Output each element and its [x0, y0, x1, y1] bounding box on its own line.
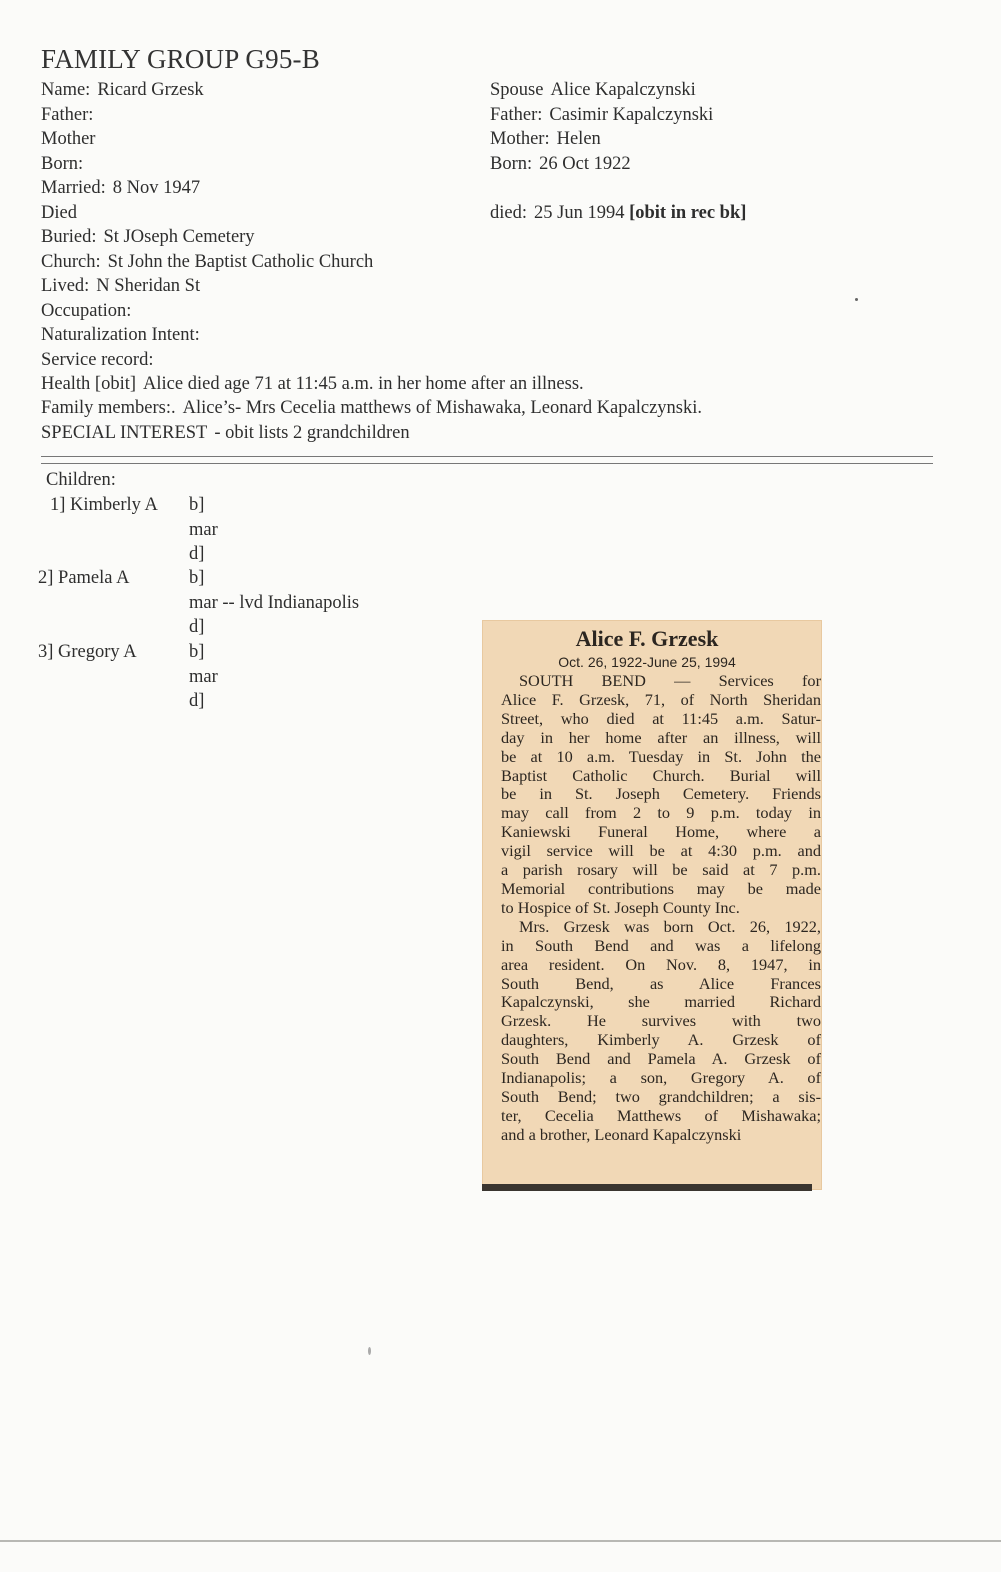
obituary-dates: Oct. 26, 1922-June 25, 1994 [558, 654, 736, 670]
spouse-label: Spouse [490, 80, 544, 100]
field-line [41, 154, 90, 175]
spouse-mother-value: Helen [556, 129, 601, 149]
child-mar: mar [189, 666, 218, 687]
field-value: Alice died age 71 at 11:45 a.m. in her home after an illness. [143, 374, 584, 394]
spouse-died-label: died: [490, 203, 527, 223]
field-value: Alice’s- Mrs Cecelia matthews of Mishawaka, Leonard Kapalczynski. [182, 398, 702, 418]
spouse-mother-line [490, 129, 601, 150]
field-label: Naturalization Intent: [41, 325, 200, 345]
spouse-born-label: Born: [490, 154, 533, 174]
child-mar: mar -- lvd Indianapolis [189, 592, 360, 613]
obituary-line: Kaniewski Funeral Home, where a [501, 822, 821, 842]
field-value: St JOseph Cemetery [103, 227, 255, 247]
obituary-clipping [482, 620, 822, 1190]
field-label: Occupation: [41, 301, 132, 321]
field-line [41, 129, 102, 150]
obituary-line: Grzesk. He survives with two [501, 1011, 821, 1031]
field-value: - obit lists 2 grandchildren [214, 423, 410, 443]
field-label: Family members:. [41, 398, 176, 418]
child-b: b] [189, 495, 205, 515]
spouse-died-value: 25 Jun 1994 [534, 203, 625, 223]
obituary-line: be in St. Joseph Cemetery. Friends [501, 784, 821, 804]
field-line [41, 398, 702, 419]
field-line [41, 203, 84, 224]
child-b: b] [189, 642, 205, 662]
obituary-line: South Bend and Pamela A. Grzesk of [501, 1049, 821, 1069]
field-value: Ricard Grzesk [97, 80, 204, 100]
obituary-line: Baptist Catholic Church. Burial will [501, 765, 821, 785]
field-line [41, 423, 410, 444]
spouse-father-value: Casimir Kapalczynski [549, 105, 714, 125]
field-label: Service record: [41, 350, 154, 370]
child-name: 1] Kimberly A [50, 495, 158, 515]
obituary-line: area resident. On Nov. 8, 1947, in [501, 954, 821, 974]
field-label: Buried: [41, 227, 97, 247]
children-heading: Children: [46, 470, 116, 490]
obituary-line: South Bend, as Alice Frances [501, 973, 821, 993]
obituary-line: ter, Cecelia Matthews of Mishawaka; [501, 1105, 821, 1125]
field-label: Married: [41, 178, 106, 198]
obituary-text [501, 672, 821, 1145]
obituary-line: SOUTH BEND — Services for [519, 671, 821, 690]
field-label: SPECIAL INTEREST [41, 423, 208, 443]
spouse-father-line [490, 105, 713, 126]
child-b: b] [189, 568, 205, 588]
field-line [41, 374, 584, 395]
field-line [41, 227, 255, 248]
spouse-line [490, 80, 696, 101]
obituary-line: may call from 2 to 9 p.m. today in [501, 803, 821, 823]
obituary-line: Indianapolis; a son, Gregory A. of [501, 1068, 821, 1088]
child-d: d] [189, 691, 205, 711]
spouse-mother-label: Mother: [490, 129, 550, 149]
child-d: d] [189, 617, 205, 637]
field-label: Father: [41, 105, 94, 125]
obituary-line: in South Bend and was a lifelong [501, 935, 821, 955]
field-label: Name: [41, 80, 91, 100]
child-name: 2] Pamela A [38, 568, 130, 588]
obituary-line: Street, who died at 11:45 a.m. Satur- [501, 708, 821, 728]
child-mar: mar [189, 519, 218, 540]
child-name: 3] Gregory A [38, 642, 137, 662]
field-line [41, 276, 200, 297]
field-label: Died [41, 203, 77, 223]
obituary-line: to Hospice of St. Joseph County Inc. [501, 897, 740, 917]
scan-edge-line [0, 1540, 1001, 1542]
field-value: 8 Nov 1947 [112, 178, 201, 198]
field-line [41, 178, 200, 199]
spouse-born-line [490, 154, 631, 175]
field-line [41, 350, 160, 371]
field-label: Mother [41, 129, 96, 149]
obituary-line: and a brother, Leonard Kapalczynski [501, 1124, 742, 1144]
spouse-died-line [490, 203, 746, 224]
obituary-line: a parish rosary will be said at 7 p.m. [501, 860, 821, 880]
obituary-line: Memorial contributions may be made [501, 878, 821, 898]
obituary-headline: Alice F. Grzesk [575, 626, 719, 651]
obituary-line: Kapalczynski, she married Richard [501, 992, 821, 1012]
obituary-line: South Bend; two grandchildren; a sis- [501, 1086, 821, 1106]
field-line [41, 80, 204, 101]
field-label: Church: [41, 252, 101, 272]
spouse-born-value: 26 Oct 1922 [539, 154, 631, 174]
obituary-line: daughters, Kimberly A. Grzesk of [501, 1030, 821, 1050]
field-value: St John the Baptist Catholic Church [107, 252, 374, 272]
page-title: FAMILY GROUP G95-B [41, 44, 320, 74]
obituary-line: Alice F. Grzesk, 71, of North Sheridan [501, 689, 821, 709]
obituary-line: Mrs. Grzesk was born Oct. 26, 1922, [519, 916, 821, 936]
field-line [41, 301, 138, 322]
field-line [41, 105, 100, 126]
scan-speck [368, 1347, 371, 1355]
field-label: Lived: [41, 276, 90, 296]
field-label: Health [obit] [41, 374, 137, 394]
field-value: N Sheridan St [96, 276, 201, 296]
field-line [41, 252, 373, 273]
spouse-value: Alice Kapalczynski [550, 80, 696, 100]
field-line [41, 325, 207, 346]
scan-speck [855, 298, 858, 301]
spouse-father-label: Father: [490, 105, 543, 125]
obituary-line: day in her home after an illness, will [501, 727, 821, 747]
obituary-line: vigil service will be at 4:30 p.m. and [501, 841, 821, 861]
field-label: Born: [41, 154, 84, 174]
double-divider [41, 456, 933, 464]
child-d: d] [189, 544, 205, 564]
obit-note: [obit in rec bk] [629, 203, 747, 223]
obituary-line: be at 10 a.m. Tuesday in St. John the [501, 746, 821, 766]
clipping-edge [482, 1184, 812, 1191]
